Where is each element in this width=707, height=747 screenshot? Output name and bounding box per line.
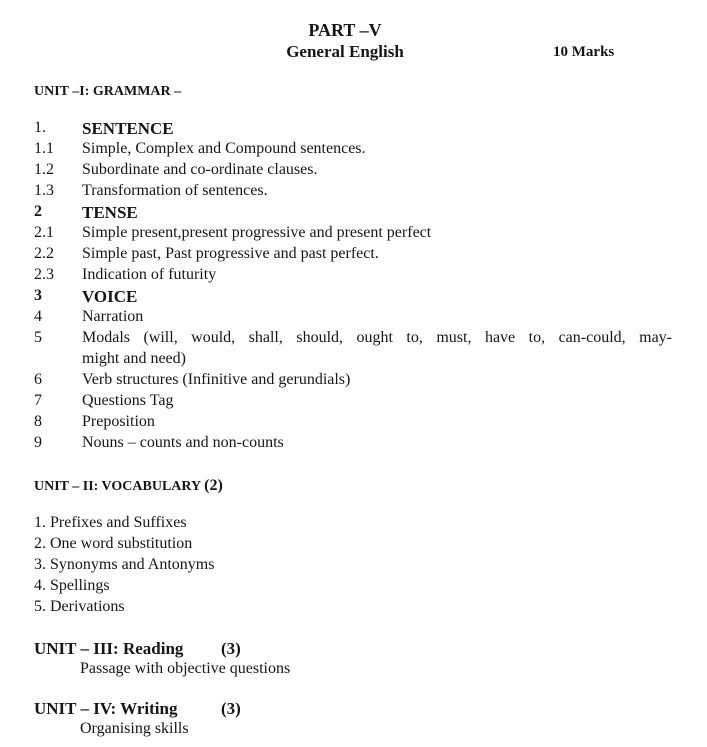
item-number: 8 xyxy=(34,413,42,430)
item-text: VOICE xyxy=(82,287,138,306)
item-text: Verb structures (Infinitive and gerundials) xyxy=(82,371,351,388)
list-item xyxy=(0,119,707,141)
list-item xyxy=(0,140,707,162)
list-item xyxy=(0,182,707,204)
item-number: 1.2 xyxy=(34,161,54,178)
unit2-weight: (2) xyxy=(204,477,223,494)
item-text: TENSE xyxy=(82,203,138,222)
item-text: Narration xyxy=(82,308,144,325)
item-number: 4 xyxy=(34,308,42,325)
unit4-title: UNIT – IV: Writing xyxy=(34,699,178,718)
unit3-description: Passage with objective questions xyxy=(80,660,291,677)
item-number: 9 xyxy=(34,434,42,451)
item-text: Transformation of sentences. xyxy=(82,182,268,199)
list-item xyxy=(0,392,707,414)
item-number: 3 xyxy=(34,287,42,304)
list-item: 4. Spellings xyxy=(34,577,110,594)
item-text: Simple present,present progressive and present perfect xyxy=(82,224,432,241)
unit4-weight: (3) xyxy=(221,699,241,718)
list-item xyxy=(0,266,707,288)
list-item xyxy=(0,434,707,456)
item-text: SENTENCE xyxy=(82,119,174,138)
marks-label: 10 Marks xyxy=(553,44,615,60)
list-item-continuation xyxy=(0,350,707,372)
item-number: 5 xyxy=(34,329,42,346)
list-item xyxy=(0,161,707,183)
item-number: 2 xyxy=(34,203,42,220)
list-item xyxy=(0,329,707,351)
unit1-heading: UNIT –I: GRAMMAR – xyxy=(34,84,182,99)
item-number: 2.2 xyxy=(34,245,54,262)
unit3-title: UNIT – III: Reading xyxy=(34,639,184,658)
list-item xyxy=(0,287,707,309)
unit4-heading xyxy=(34,699,241,719)
list-item xyxy=(0,203,707,225)
item-text: Simple past, Past progressive and past perfect. xyxy=(82,245,379,262)
item-number: 1.1 xyxy=(34,140,54,157)
list-item: 2. One word substitution xyxy=(34,535,193,552)
list-item xyxy=(0,413,707,435)
unit4-description: Organising skills xyxy=(80,720,189,737)
item-text: Indication of futurity xyxy=(82,266,217,283)
item-number: 1. xyxy=(34,119,46,136)
item-number: 2.1 xyxy=(34,224,54,241)
unit3-weight: (3) xyxy=(221,639,241,658)
item-text: Modals (will, would, shall, should, ought to, must, have to, can-could, may- xyxy=(82,329,672,346)
item-text: might and need) xyxy=(82,350,186,367)
list-item xyxy=(0,245,707,267)
list-item xyxy=(0,371,707,393)
item-text: Nouns – counts and non-counts xyxy=(82,434,284,451)
unit2-title: UNIT – II: VOCABULARY xyxy=(34,479,201,494)
list-item xyxy=(0,308,707,330)
list-item: 3. Synonyms and Antonyms xyxy=(34,556,215,573)
item-number: 1.3 xyxy=(34,182,54,199)
item-text: Subordinate and co-ordinate clauses. xyxy=(82,161,318,178)
unit2-heading xyxy=(34,477,223,495)
item-number: 6 xyxy=(34,371,42,388)
list-item: 5. Derivations xyxy=(34,598,125,615)
unit3-heading xyxy=(34,639,241,659)
list-item: 1. Prefixes and Suffixes xyxy=(34,514,187,531)
list-item xyxy=(0,224,707,246)
item-text: Simple, Complex and Compound sentences. xyxy=(82,140,366,157)
item-text: Questions Tag xyxy=(82,392,174,409)
item-number: 2.3 xyxy=(34,266,54,283)
part-title: PART –V xyxy=(308,20,382,40)
item-number: 7 xyxy=(34,392,42,409)
subject-title: General English xyxy=(286,42,404,61)
item-text: Preposition xyxy=(82,413,155,430)
